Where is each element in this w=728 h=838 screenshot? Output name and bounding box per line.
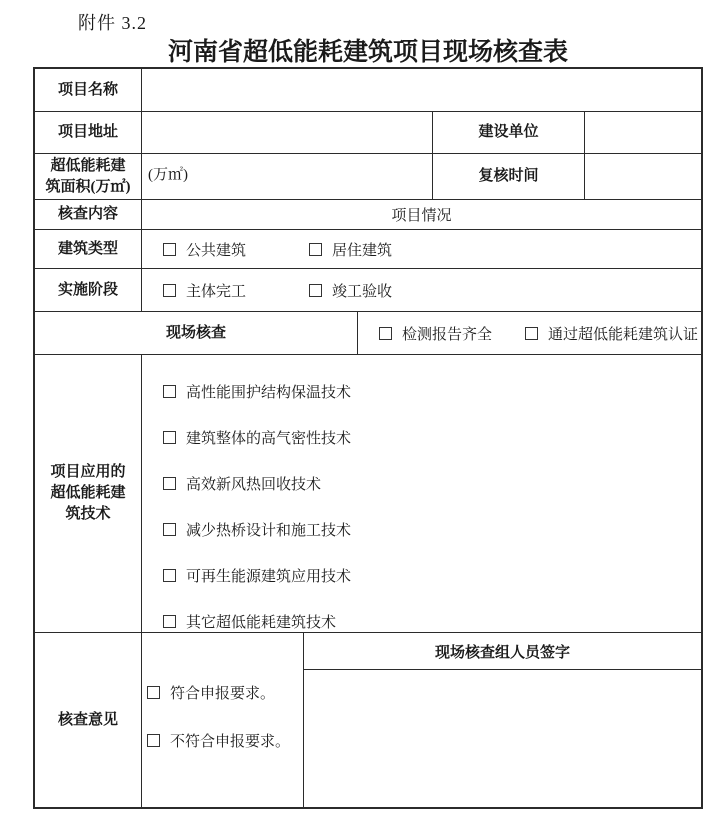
opinion-options (142, 633, 304, 807)
project-name-field[interactable] (142, 69, 701, 111)
option-residential-building[interactable] (309, 239, 392, 260)
checkbox-icon[interactable] (163, 569, 176, 582)
building-type-options (142, 230, 701, 268)
checkbox-icon[interactable] (309, 284, 322, 297)
technologies-options (142, 355, 701, 632)
implementation-stage-options (142, 269, 701, 311)
option-label: 其它超低能耗建筑技术 (186, 615, 337, 631)
option-completion-acceptance[interactable] (309, 280, 392, 301)
page-title: 河南省超低能耗建筑项目现场核查表 (167, 39, 568, 66)
option-public-building[interactable] (163, 239, 309, 260)
option-heat-recovery-tech[interactable] (163, 473, 701, 494)
construction-unit-field[interactable] (585, 112, 705, 153)
row-project-name (35, 69, 701, 112)
floor-area-field[interactable] (142, 154, 433, 199)
option-label: 高效新风热回收技术 (186, 477, 322, 493)
implementation-stage-label: 实施阶段 (35, 269, 142, 311)
option-test-reports-complete[interactable] (379, 323, 525, 344)
option-label: 减少热桥设计和施工技术 (186, 523, 352, 539)
technologies-label-line3: 筑技术 (65, 506, 111, 522)
project-address-label: 项目地址 (35, 112, 142, 153)
floor-area-label-line2: 筑面积(万㎡) (45, 178, 131, 195)
checkbox-icon[interactable] (163, 523, 176, 536)
floor-area-label-line1: 超低能耗建 (50, 157, 126, 174)
checkbox-icon[interactable] (147, 734, 160, 747)
checkbox-icon[interactable] (163, 284, 176, 297)
check-content-label: 核查内容 (35, 200, 142, 229)
row-project-address (35, 112, 701, 154)
option-meets-requirements[interactable] (147, 682, 303, 703)
project-status-text: 项目情况 (391, 208, 452, 224)
option-thermal-bridge-tech[interactable] (163, 519, 701, 540)
checkbox-icon[interactable] (379, 327, 392, 340)
option-label: 竣工验收 (332, 283, 393, 300)
site-check-options (358, 312, 701, 354)
signature-area[interactable] (304, 670, 701, 807)
checkbox-icon[interactable] (163, 615, 176, 628)
option-label: 可再生能源建筑应用技术 (186, 569, 352, 585)
option-label: 通过超低能耗建筑认证 (548, 326, 699, 343)
technologies-label (35, 355, 142, 632)
row-floor-area (35, 154, 701, 200)
option-airtightness-tech[interactable] (163, 427, 701, 448)
row-building-type (35, 230, 701, 269)
row-technologies (35, 355, 701, 633)
option-label: 主体完工 (186, 283, 247, 300)
project-name-label: 项目名称 (35, 69, 142, 111)
option-label: 建筑整体的高气密性技术 (186, 431, 352, 447)
signature-header: 现场核查组人员签字 (304, 633, 701, 670)
option-label: 检测报告齐全 (402, 326, 493, 343)
opinion-label: 核查意见 (35, 633, 142, 807)
checkbox-icon[interactable] (163, 385, 176, 398)
building-type-label: 建筑类型 (35, 230, 142, 268)
technologies-label-line2: 超低能耗建 (50, 485, 126, 501)
project-address-field[interactable] (142, 112, 433, 153)
option-label: 符合申报要求。 (170, 686, 276, 702)
checkbox-icon[interactable] (163, 243, 176, 256)
checkbox-icon[interactable] (163, 431, 176, 444)
verification-form-table (33, 67, 703, 809)
row-check-content (35, 200, 701, 230)
option-label: 居住建筑 (332, 242, 393, 259)
checkbox-icon[interactable] (163, 477, 176, 490)
technologies-label-line1: 项目应用的 (50, 464, 126, 480)
option-main-structure-complete[interactable] (163, 280, 309, 301)
attachment-label: 附件 3.2 (78, 13, 147, 33)
option-passed-certification[interactable] (525, 323, 698, 344)
option-label: 公共建筑 (186, 242, 247, 259)
floor-area-unit: (万㎡) (148, 167, 188, 183)
option-envelope-insulation-tech[interactable] (163, 381, 701, 402)
row-opinion (35, 633, 701, 807)
construction-unit-label: 建设单位 (433, 112, 585, 153)
signature-section (304, 633, 701, 807)
review-time-field[interactable] (585, 154, 705, 199)
review-time-label: 复核时间 (433, 154, 585, 199)
option-other-tech[interactable] (163, 611, 701, 632)
option-label: 高性能围护结构保温技术 (186, 385, 352, 401)
option-renewable-energy-tech[interactable] (163, 565, 701, 586)
checkbox-icon[interactable] (147, 686, 160, 699)
site-check-label: 现场核查 (35, 312, 358, 354)
option-does-not-meet-requirements[interactable] (147, 730, 303, 751)
option-label: 不符合申报要求。 (170, 734, 291, 750)
floor-area-label (35, 154, 142, 199)
row-implementation-stage (35, 269, 701, 312)
checkbox-icon[interactable] (525, 327, 538, 340)
checkbox-icon[interactable] (309, 243, 322, 256)
row-site-check (35, 312, 701, 355)
